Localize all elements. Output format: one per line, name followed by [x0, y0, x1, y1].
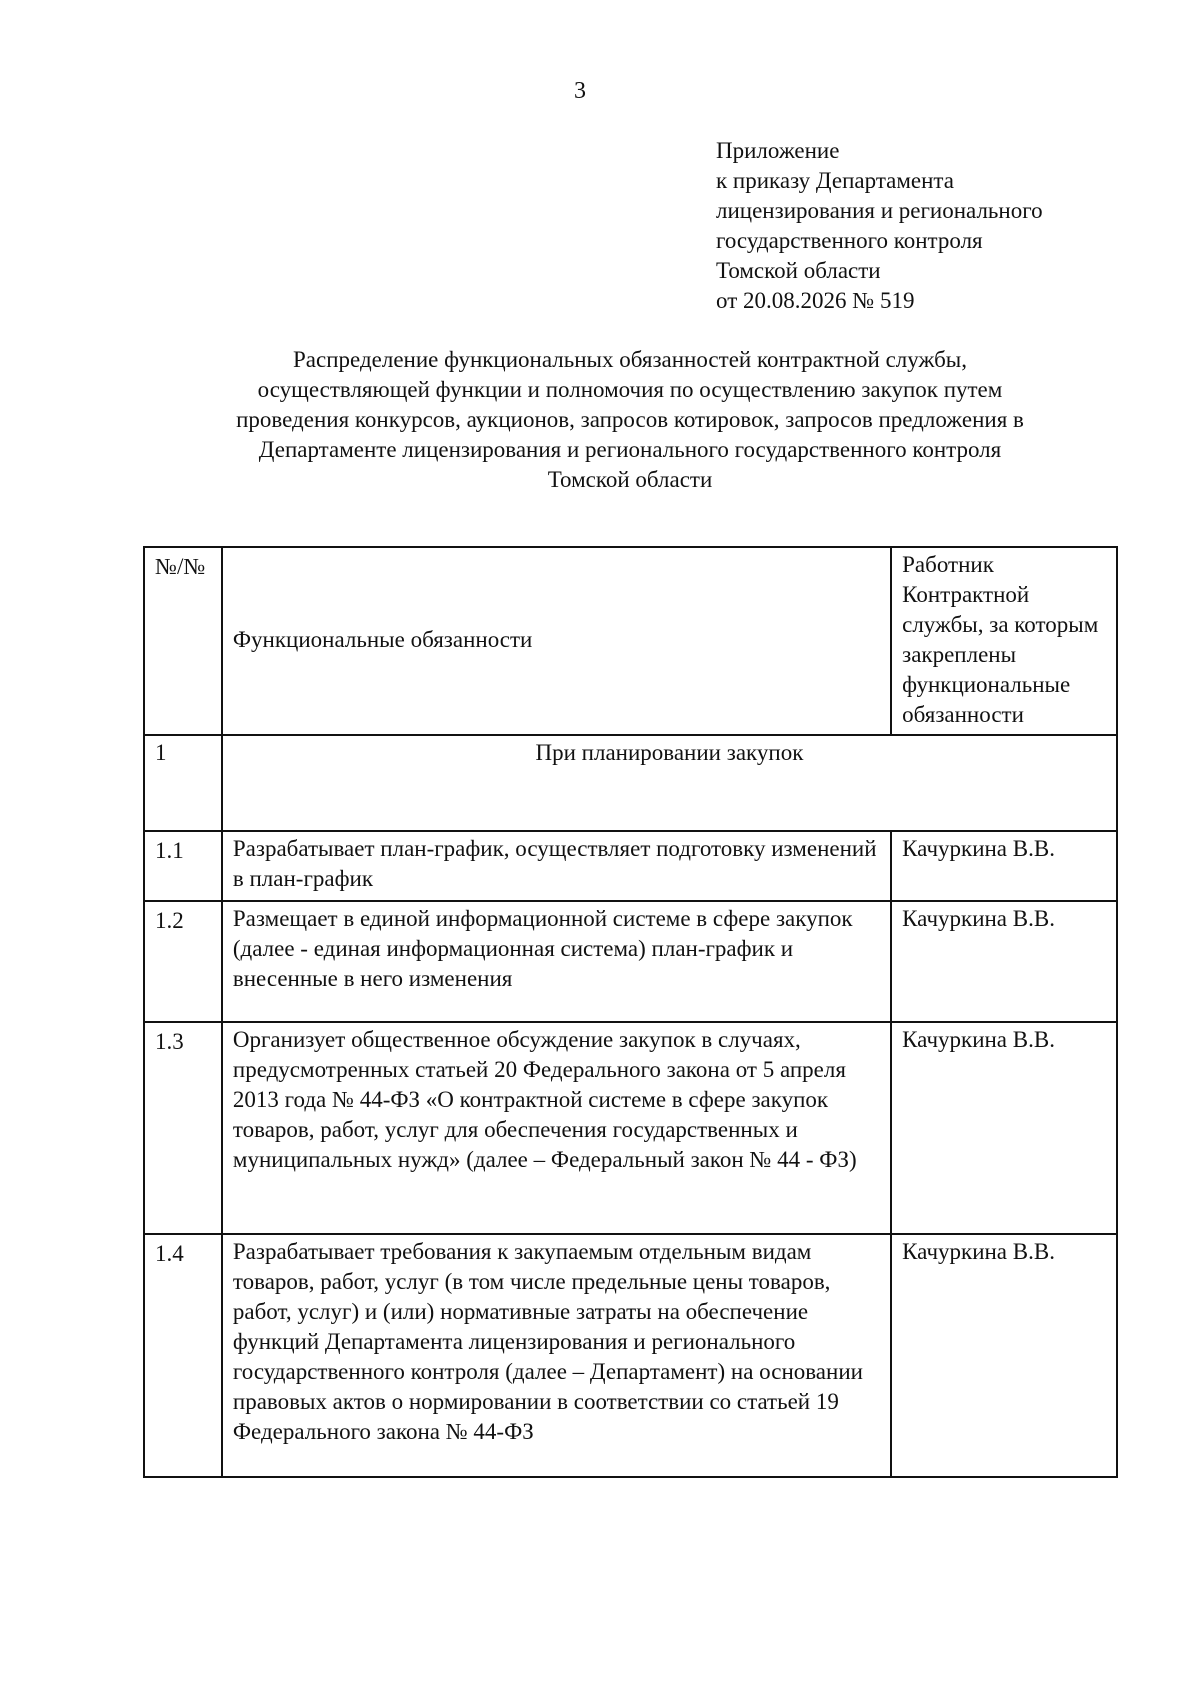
row-num: 1.2: [144, 901, 222, 1022]
row-worker: Качуркина В.В.: [891, 1022, 1117, 1234]
row-num: 1.3: [144, 1022, 222, 1234]
duties-table: [143, 546, 1118, 1478]
row-duty: Разрабатывает план-график, осуществляет подготовку изменений в план-график: [222, 831, 891, 901]
table-row: [144, 831, 1117, 901]
table-row: [144, 1022, 1117, 1234]
appendix-line: Приложение: [716, 138, 840, 163]
table-header-row: [144, 547, 1117, 735]
row-duty: Разрабатывает требования к закупаемым отдельным видам товаров, работ, услуг (в том числе предельные цены товаров, работ, услуг) и (или) нормативные затраты на обеспечение функций Департамента лицензирования и регионального государственного контроля (далее – Департамент) на основании правовых актов о нормировании в соответствии со статьей 19 Федерального закона № 44-ФЗ: [222, 1234, 891, 1477]
header-num: №/№: [144, 547, 222, 735]
appendix-line: от 20.08.2026 № 519: [716, 288, 915, 313]
title-line: Распределение функциональных обязанностей контрактной службы,: [293, 347, 967, 372]
page-number: 3: [574, 78, 586, 104]
title-line: Томской области: [547, 467, 713, 492]
row-worker: Качуркина В.В.: [891, 901, 1117, 1022]
document-title: [140, 345, 1120, 495]
table-row: [144, 901, 1117, 1022]
row-num: 1.1: [144, 831, 222, 901]
section-num: 1: [144, 735, 222, 831]
header-duty: Функциональные обязанности: [222, 547, 891, 735]
appendix-block: [716, 136, 1156, 316]
row-duty: Размещает в единой информационной системе в сфере закупок (далее - единая информационная система) план-график и внесенные в него изменения: [222, 901, 891, 1022]
section-title: При планировании закупок: [222, 735, 1117, 831]
appendix-line: Томской области: [716, 258, 881, 283]
row-worker: Качуркина В.В.: [891, 1234, 1117, 1477]
table-row: [144, 1234, 1117, 1477]
title-line: Департаменте лицензирования и регионального государственного контроля: [258, 437, 1002, 462]
section-row: [144, 735, 1117, 831]
row-num: 1.4: [144, 1234, 222, 1477]
title-line: осуществляющей функции и полномочия по осуществлению закупок путем: [257, 377, 1003, 402]
row-duty: Организует общественное обсуждение закупок в случаях, предусмотренных статьей 20 Федерального закона от 5 апреля 2013 года № 44-ФЗ «О контрактной системе в сфере закупок товаров, работ, услуг для обеспечения государственных и муниципальных нужд» (далее – Федеральный закон № 44 - ФЗ): [222, 1022, 891, 1234]
header-worker: Работник Контрактной службы, за которым закреплены функциональные обязанности: [891, 547, 1117, 735]
row-worker: Качуркина В.В.: [891, 831, 1117, 901]
appendix-line: государственного контроля: [716, 228, 983, 253]
appendix-line: к приказу Департамента: [716, 168, 954, 193]
title-line: проведения конкурсов, аукционов, запросов котировок, запросов предложения в: [236, 407, 1024, 432]
appendix-line: лицензирования и регионального: [716, 198, 1043, 223]
